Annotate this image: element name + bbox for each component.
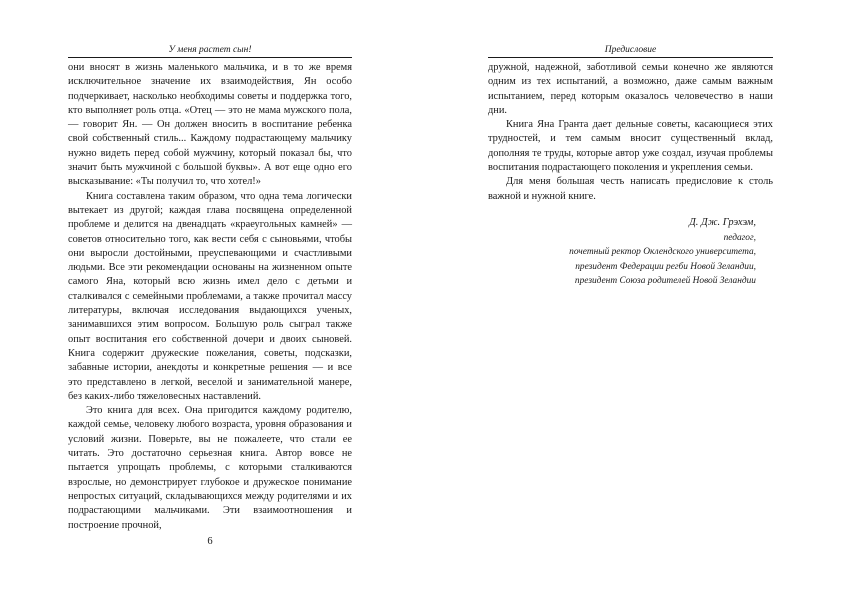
signature-name: Д. Дж. Грэхэм, <box>689 217 756 228</box>
paragraph: дружной, надежной, заботливой семьи конечно же являются одним из тех испытаний, а возможно, даже самым важным испытанием, перед которым оказалось человечество в наши дни. <box>488 62 773 116</box>
header-rule <box>488 57 773 58</box>
signature-title-line: президент Союза родителей Новой Зеландии <box>574 276 756 286</box>
paragraph: Для меня большая честь написать предисловие к столь важной и нужной книге. <box>488 176 773 202</box>
running-head-section-title: Предисловие <box>604 45 657 55</box>
running-head-book-title: У меня растет сын! <box>168 45 252 55</box>
right-page-body <box>488 61 773 204</box>
page-number: 6 <box>207 536 213 547</box>
author-signature-block <box>488 216 756 289</box>
paragraph: Книга Яна Гранта дает дельные советы, касающиеся этих трудностей, и тем самым вносит существенный вклад, дополняя те труды, которые автор уже создал, изучая проблемы воспитания подрастающего поколения и укрепления семьи. <box>488 119 773 174</box>
right-page <box>421 0 842 595</box>
left-page-body <box>68 61 352 533</box>
signature-title-line: педагог, <box>723 232 756 243</box>
header-rule <box>68 57 352 58</box>
paragraph: Книга составлена таким образом, что одна тема логически вытекает из другой; каждая глава посвящена определенной проблеме и делится на двенадцать «краеугольных камней» — советов относительно того, как вести себя с сыновьями, чтобы они выросли достойными, преуспевающими и счастливыми людьми. Все эти рекомендации основаны на жизненном опыте самого Яна, который всю жизнь имел дело с детьми и сталкивался с семейными проблемами, а также прочитал массу литературы, включая исследования выдающихся ученых, занимавшихся этим вопросом. Большую роль сыграл также опыт воспитания его собственной дочери и двоих сыновей. Книга содержит дружеские пожелания, советы, подсказки, забавные истории, анекдоты и конкретные решения — и все это представлено в легкой, веселой и занимательной манере, без каких-либо тяжеловесных наставлений. <box>68 190 352 402</box>
signature-title-line: президент Федерации регби Новой Зеландии, <box>575 261 756 272</box>
paragraph: они вносят в жизнь маленького мальчика, и в то же время исключительное значение их взаимодействия, Ян особо подчеркивает, насколько необходимы советы и поддержка того, кто выполняет роль отца. «Отец — это не мама мужского пола, — говорит Ян. — Он должен вносить в воспитание ребенка свой собственный стиль... Каждому подрастающему мальчику нужно видеть перед собой мужчину, который показал бы, что значит быть мужчиной с большой буквы». А вот еще одно его высказывание: «Ты получил то, что хотел!» <box>68 62 352 188</box>
paragraph: Это книга для всех. Она пригодится каждому родителю, каждой семье, человеку любого возраста, уровня образования и условий жизни. Поверьте, вы не пожалеете, что стали ее читать. Это достаточно серьезная книга. Автор вовсе не пытается упрощать проблемы, с которыми сталкиваются взрослые, но демонстрирует глубокое и дружеское понимание непростых ситуаций, складывающихся между родителями и их подрастающими мальчиками. Эти взаимоотношения и построение прочной, <box>68 405 352 531</box>
signature-title-line: почетный ректор Оклендского университета, <box>569 247 756 257</box>
